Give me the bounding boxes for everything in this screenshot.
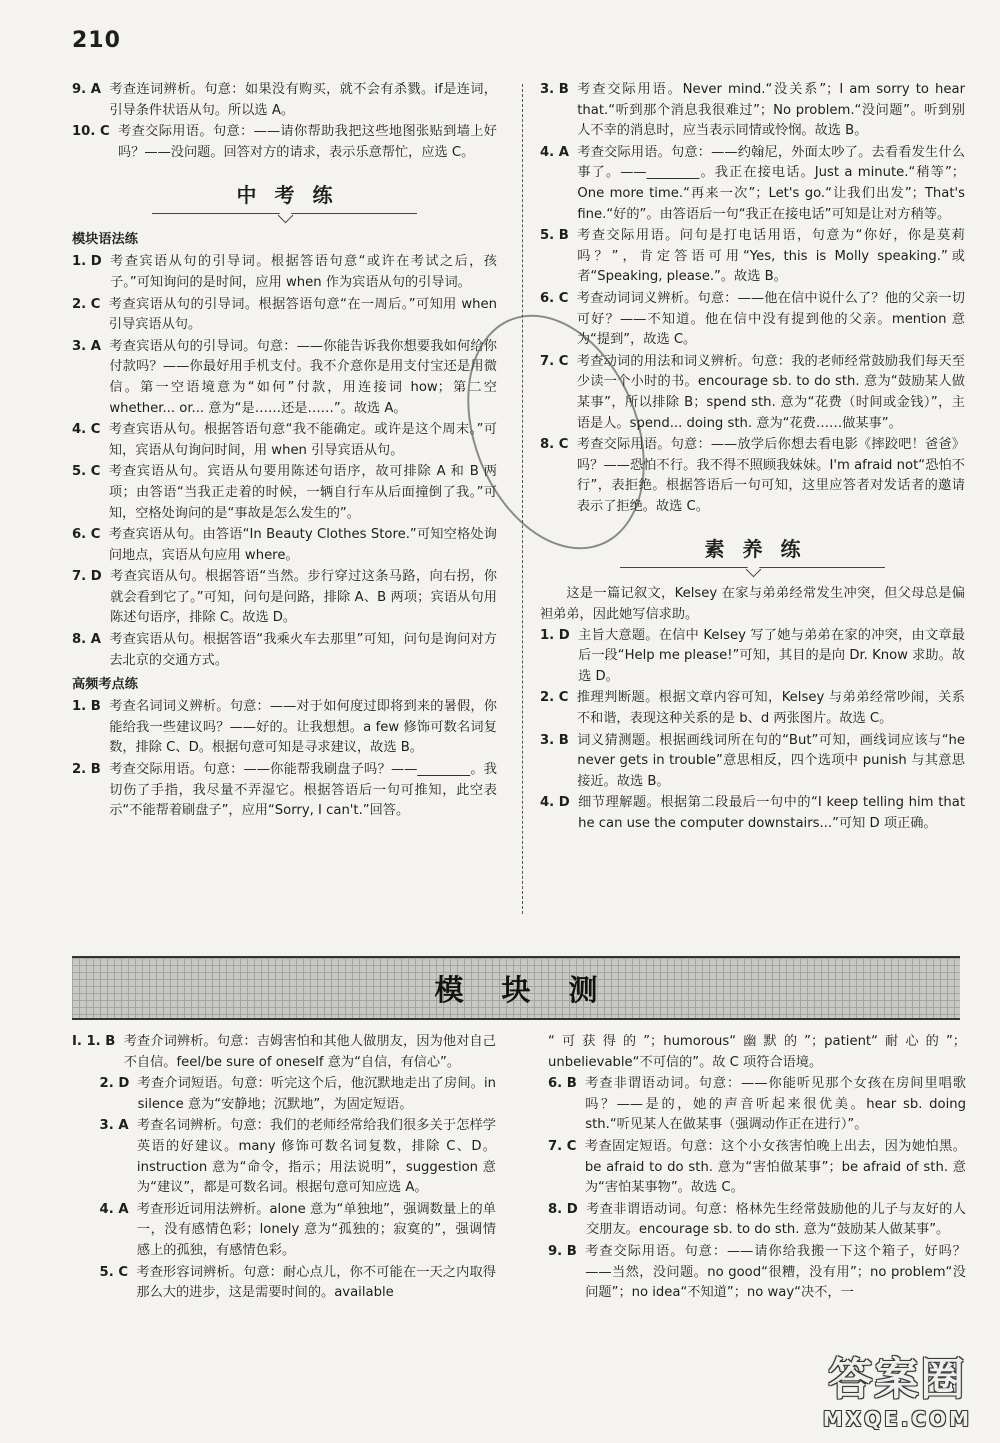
answer-item: 7. C 考查固定短语。句意：这个小女孩害怕晚上出去，因为她怕黑。be afraid to do sth. 意为“害怕做某事”；be afraid of sth. 意为“害怕某事物”。故选 C。: [548, 1138, 966, 1196]
answer-item-continued: “可获得的”；humorous“幽默的”；patient“耐心的”；unbelievable“不可信的”。故 C 项符合语境。: [548, 1034, 966, 1070]
answer-item: 4. A 考查形近词用法辨析。alone 意为“单独地”，强调数量上的单一，没有感情色彩；lonely 意为“孤独的；寂寞的”，强调情感上的孤独，有感情色彩。: [72, 1201, 496, 1258]
watermark-main: 答案圈: [828, 1354, 967, 1405]
section-title-suyang: 素养练: [540, 533, 965, 562]
answer-item: 9. B 考查交际用语。句意：——请你给我搬一下这个箱子，好吗？——当然，没问题。no good“很糟，没有用”；no problem“没问题”；no idea“不知道”；no way“决不，一: [548, 1243, 966, 1301]
test-right-column: [548, 1032, 966, 1305]
answer-item: 2. C 推理判断题。根据文章内容可知，Kelsey 与弟弟经常吵闹，关系不和谐，表现这种关系的是 b、d 两张图片。故选 C。: [540, 690, 965, 727]
test-left-column: [72, 1032, 496, 1305]
answer-item: 7. D 考查宾语从句。根据答语“当然。步行穿过这条马路，向右拐，你就会看到它了。”可知，问句是问路，排除 A、B 两项；宾语从句用陈述句语序，排除 C。故选 D。: [72, 569, 497, 626]
answer-item: 5. B 考查交际用语。问句是打电话用语，句意为“你好，你是莫莉吗？”，肯定答语可用“Yes, this is Molly speaking.”或者“Speaking, please.”。故选 B。: [540, 228, 965, 285]
banner-title: 模块测: [434, 972, 636, 1007]
passage-intro: 这是一篇记叙文，Kelsey 在家与弟弟经常发生冲突，但父母总是偏袒弟弟，因此她写信求助。: [540, 586, 965, 623]
answer-item: 3. B 词义猜测题。根据画线词所在句的“But”可知，画线词应该与“he never gets in trouble”意思相反，四个选项中 punish 与其意思接近。故选 B。: [540, 732, 965, 789]
watermark-sub: MXQE.COM: [822, 1407, 972, 1431]
answer-item: 5. C 考查宾语从句。宾语从句要用陈述句语序，故可排除 A 和 B 两项；由答语“当我正走着的时候，一辆自行车从后面撞倒了我。”可知，空格处询问的是“事故是怎么发生的”。: [72, 464, 497, 521]
answer-item: 5. C 考查形容词辨析。句意：耐心点儿，你不可能在一天之内取得那么大的进步，这是需要时间的。available: [72, 1264, 496, 1301]
answer-item: 3. A 考查宾语从句的引导词。句意：——你能告诉我你想要我如何给你付款吗？——你最好用手机支付。我不介意你是用支付宝还是用微信。第一空语境意为“如何”付款，用连接词 how；第二空 whether... or... 意为“是……还是……”。故选 A。: [72, 338, 497, 416]
answer-item: Ⅰ. 1. B 考查介词辨析。句意：吉姆害怕和其他人做朋友，因为他对自己不自信。feel/be sure of oneself 意为“自信，有信心”。: [72, 1034, 496, 1070]
answer-item: 7. C 考查动词的用法和词义辨析。句意：我的老师经常鼓励我们每天至少读一个小时的书。encourage sb. to do sth. 意为“鼓励某人做某事”，所以排除 B；spend sth. 意为“花费（时间或金钱）”，主语是人。spend... doing sth. 意为“花费……做某事”。: [540, 353, 965, 431]
answer-item: 2. B 考查交际用语。句意：——你能帮我刷盘子吗？——________。我切伤了手指，我尽量不弄湿它。根据答语后一句可推知，此空表示“不能帮着刷盘子”，应用“Sorry, I can't.”回答。: [72, 762, 497, 819]
answer-item: 8. D 考查非谓语动词。句意：格林先生经常鼓励他的儿子与友好的人交朋友。encourage sb. to do sth. 意为“鼓励某人做某事”。: [548, 1201, 966, 1238]
answer-item: 8. C 考查交际用语。句意：——放学后你想去看电影《摔跤吧！爸爸》吗？——恐怕不行。我不得不照顾我妹妹。I'm afraid not“恐怕不行”，表拒绝。根据答语后一句可知，这里应答者对发话者的邀请表示了拒绝。故选 C。: [540, 437, 965, 514]
page-number: 210: [72, 28, 121, 53]
answer-item: 6. C 考查动词词义辨析。句意：——他在信中说什么了？他的父亲一切可好？——不知道。他在信中没有提到他的父亲。mention 意为“提到”，故选 C。: [540, 290, 965, 348]
subhead-grammar: 模块语法练: [72, 232, 138, 248]
watermark: [823, 1343, 972, 1431]
answer-item: 4. C 考查宾语从句。根据答语句意“我不能确定。或许是这个周末。”可知，宾语从句询问时间，用 when 引导宾语从句。: [72, 422, 497, 458]
answer-item: 2. D 考查介词短语。句意：听完这个后，他沉默地走出了房间。in silence 意为“安静地；沉默地”，为固定短语。: [72, 1076, 496, 1112]
answer-item: 3. A 考查名词辨析。句意：我们的老师经常给我们很多关于怎样学英语的好建议。many 修饰可数名词复数，排除 C、D。instruction 意为“命令，指示；用法说明”，suggestion 意为“建议”，都是可数名词。根据句意可知应选 A。: [72, 1118, 496, 1196]
answer-item: 1. D 主旨大意题。在信中 Kelsey 写了她与弟弟在家的冲突，由文章最后一段“Help me please!”可知，其目的是向 Dr. Know 求助。故选 D。: [540, 627, 965, 684]
left-column: [72, 80, 497, 823]
section-title-zhongkao: 中考练: [72, 179, 497, 208]
subhead-frequent: 高频考点练: [72, 677, 138, 693]
answer-item: 9. A 考查连词辨析。句意：如果没有购买，就不会有杀戮。if是连词，引导条件状语从句。所以选 A。: [72, 82, 497, 118]
answer-item: 4. A 考查交际用语。句意：——约翰尼，外面太吵了。去看看发生什么事了。——________。我正在接电话。Just a minute.“稍等”；One more time.“再来一次”；Let's go.“让我们出发”；That's fine.“好的”。由答语后一句“我正在接电话”可知是让对方稍等。: [540, 144, 965, 222]
answer-item: 4. D 细节理解题。根据第二段最后一句中的“I keep telling him that he can use the computer downstairs...”可知 D 项正确。: [540, 795, 965, 831]
answer-item: 1. B 考查名词词义辨析。句意：——对于如何度过即将到来的暑假，你能给我一些建议吗？——好的。让我想想。a few 修饰可数名词复数，排除 C、D。根据句意可知是寻求建议，故选 B。: [72, 699, 497, 756]
answer-item: 2. C 考查宾语从句的引导词。根据答语句意“在一周后。”可知用 when 引导宾语从句。: [72, 296, 497, 333]
answer-item: 3. B 考查交际用语。Never mind.“没关系”；I am sorry to hear that.“听到那个消息我很难过”；No problem.“没问题”。听到别人不幸的消息时，应当表示同情或怜悯。故选 B。: [540, 82, 965, 139]
answer-item: 8. A 考查宾语从句。根据答语“我乘火车去那里”可知，问句是询问对方去北京的交通方式。: [72, 632, 497, 668]
answer-item: 10. C 考查交际用语。句意：——请你帮助我把这些地图张贴到墙上好吗？——没问题。回答对方的请求，表示乐意帮忙，应选 C。: [72, 124, 497, 160]
answer-item: 6. C 考查宾语从句。由答语“In Beauty Clothes Store.”可知空格处询问地点，宾语从句应用 where。: [72, 527, 497, 563]
answer-item: 6. B 考查非谓语动词。句意：——你能听见那个女孩在房间里唱歌吗？——是的，她的声音听起来很优美。hear sb. doing sth.“听见某人在做某事（强调动作正在进行）”。: [548, 1076, 966, 1133]
answer-item: 1. D 考查宾语从句的引导词。根据答语句意“或许在考试之后，孩子。”可知询问的是时间，应用 when 作为宾语从句的引导词。: [72, 254, 497, 290]
module-test-banner: [72, 956, 960, 1020]
